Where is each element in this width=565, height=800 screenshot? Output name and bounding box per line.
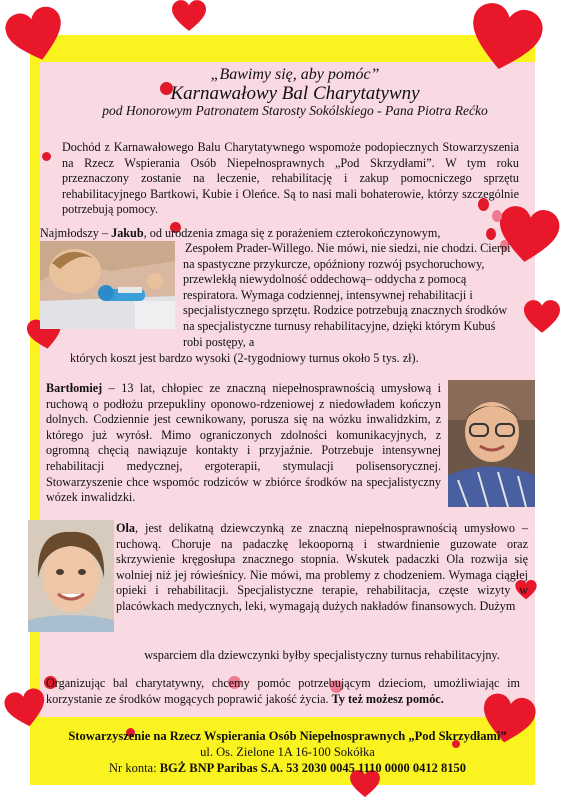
ola-name: Ola — [116, 521, 135, 535]
photo-bartlomiej — [448, 380, 535, 507]
footer-organization: Stowarzyszenie na Rzecz Wspierania Osób Niepełnosprawnych „Pod Skrzydłami” — [68, 729, 507, 743]
photo-jakub — [40, 241, 175, 329]
closing-text: Organizując bal charytatywny, chcemy pomóc potrzebującym dzieciom, umożliwiając im korzystanie ze środków mogących poprawić jakość życia. — [46, 676, 520, 706]
footer-address: ul. Os. Zielone 1A 16-100 Sokółka — [200, 745, 375, 759]
jakub-wrapped-text: Zespołem Prader-Willego. Nie mówi, nie siedzi, nie chodzi. Cierpi na spastyczne przykurcze, opóźniony rozwój psychoruchowy, przewlekłą niewydolność oddechową– oddycha z pomocą respiratora. Wymaga codziennej, intensywnej rehabilitacji i specjalistycznego sprzętu. Rodzice potrzebują znacznych środków na specjalistyczne turnusy rehabilitacyjne, dzięki którym Kubuś robi postępy, a — [183, 241, 511, 349]
jakub-last-line: których koszt jest bardzo wysoki (2-tygodniowy turnus około 5 tys. zł). — [70, 351, 419, 365]
balloon-decoration — [42, 152, 51, 161]
ola-paragraph — [116, 521, 528, 615]
heart-icon — [2, 686, 49, 731]
heart-icon — [524, 300, 560, 334]
event-slogan: „Bawimy się, aby pomóc” — [210, 66, 380, 83]
ola-last-line: wsparciem dla dziewczynki byłby specjalistyczny turnus rehabilitacyjny. — [144, 648, 500, 662]
jakub-line1-rest: , od urodzenia zmaga się z porażeniem czterokończynowym, — [143, 226, 441, 240]
bartlomiej-paragraph — [46, 381, 441, 506]
heart-icon — [172, 0, 206, 32]
account-label: Nr konta: — [109, 761, 160, 775]
photo-ola — [28, 520, 114, 632]
patronage-line: pod Honorowym Patronatem Starosty Sokólskiego - Pana Piotra Rećko — [102, 103, 488, 118]
intro-paragraph: Dochód z Karnawałowego Balu Charytatywnego wspomoże podopiecznych Stowarzyszenia na Rzecz Wspierania Osób Niepełnosprawnych „Pod Skrzydłami”. W tym roku przeznaczony zostanie na leczenie, rehabilitację i zakup pomocniczego sprzętu rehabilitacyjnego Bartkowi, Kubie i Oleńce. Są to nasi mali bohaterowie, którzy szczególnie potrzebują pomocy. — [62, 140, 519, 217]
closing-paragraph — [46, 676, 520, 707]
closing-call-to-action: Ty też możesz pomóc. — [331, 691, 444, 706]
jakub-intro: Najmłodszy – — [40, 226, 112, 240]
bartlomiej-text: – 13 lat, chłopiec ze znaczną niepełnosprawnością umysłową i ruchową o podłożu przepukliny oponowo-rdzeniowej z niedowładem kończyn dolnych. Codziennie jest cewnikowany, porusza się na wózku inwalidzkim, z którego już wyrósł. Mimo ograniczonych zdolności komunikacyjnych, z ogromną chęcią nawiązuje kontakty i przyjaźnie. Potrzebuje intensywnej rehabilitacji medycznej, ergoterapii, stymulacji polisensorycznej. Stowarzyszenie chce wspomóc rodziców w zbiórce środków na specjalistyczny wózek inwalidzki. — [46, 381, 441, 505]
event-title: Karnawałowy Bal Charytatywny — [170, 83, 420, 104]
footer-bank-account — [40, 761, 535, 776]
bartlomiej-name: Bartłomiej — [46, 381, 103, 395]
account-number: BGŻ BNP Paribas S.A. 53 2030 0045 1110 0000 0412 8150 — [159, 761, 466, 775]
ola-text: , jest delikatną dziewczynką ze znaczną niepełnosprawnością umysłowo – ruchową. Choruje na padaczkę lekooporną i stwardnienie guzowate oraz skrzywienie kręgosłupa znacznego stopnia. Wskutek padaczki Ola rozwija się wolniej niż jej rówieśnicy. Nie mówi, ma problemy z chodzeniem. Wymaga ciągłej opieki i rehabilitacji. Specjalistyczne terapie, rehabilitacja, częste wizyty w placówkach medycznych, leki, wymagają dużych nakładów finansowych. Dużym — [116, 521, 528, 613]
jakub-first-line — [40, 226, 510, 242]
jakub-name: Jakub — [111, 226, 144, 240]
